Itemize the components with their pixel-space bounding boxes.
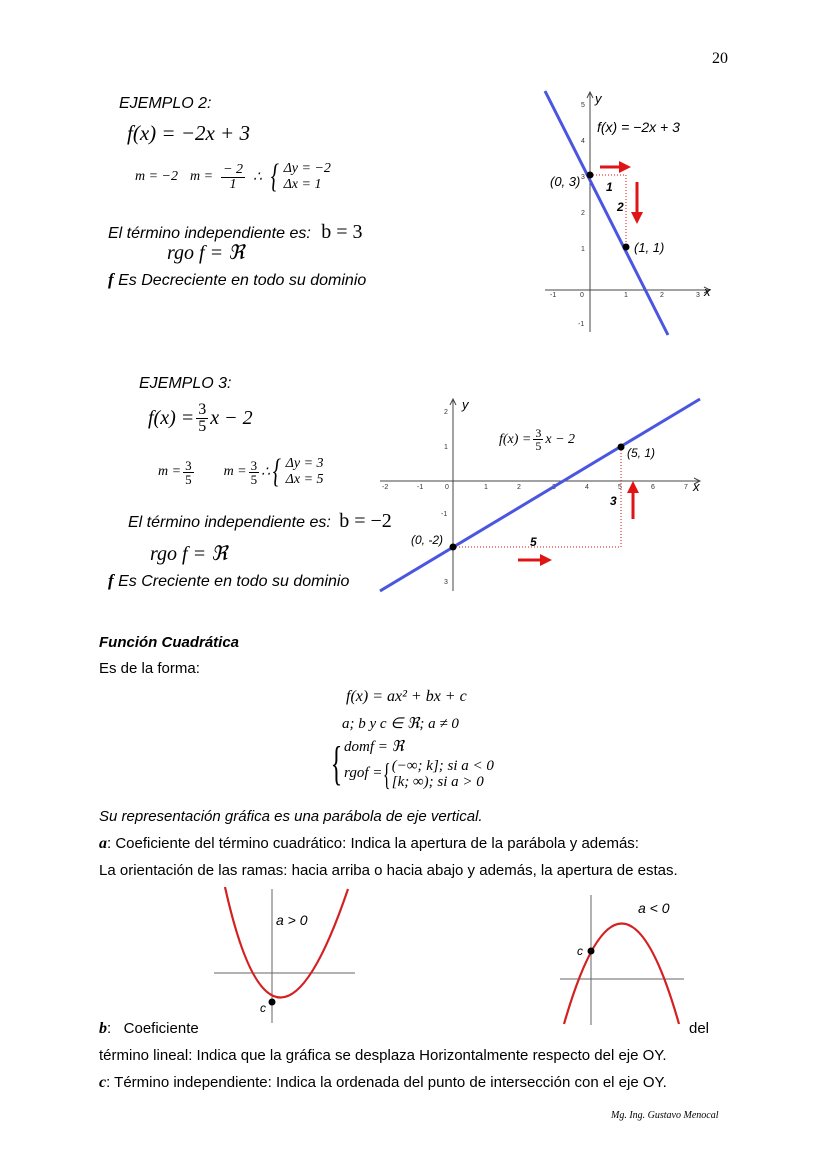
parabola-down bbox=[564, 924, 679, 1025]
domain: domf = ℜ bbox=[344, 739, 404, 755]
graph-function-label: f(x) = −2x + 3 bbox=[597, 119, 680, 135]
example-2-slope bbox=[135, 160, 331, 194]
slope-equals: m = bbox=[158, 464, 182, 479]
delta-system: { Δy = −2 Δx = 1 bbox=[270, 158, 331, 195]
quadratic-form-label: Es de la forma: bbox=[99, 660, 200, 677]
c-letter: c bbox=[99, 1074, 107, 1091]
point-0-neg2-label: (0, -2) bbox=[411, 533, 444, 547]
b-letter: b bbox=[99, 1020, 107, 1037]
example-2-graph bbox=[540, 85, 720, 340]
graph-fraction-numerator: 3 bbox=[535, 426, 542, 440]
slope-value: m = −2 bbox=[135, 169, 179, 184]
graph-function-rhs: x − 2 bbox=[545, 431, 576, 447]
run-label: 5 bbox=[530, 535, 537, 549]
parabola-positive-graph bbox=[212, 887, 357, 1025]
slope-numerator: − 2 bbox=[223, 161, 244, 177]
b-description-continued: término lineal: Indica que la gráfica se desplaza Horizontalmente respecto del eje OY. bbox=[99, 1047, 667, 1064]
function-fraction bbox=[196, 402, 208, 435]
y-tick: 2 bbox=[581, 210, 585, 217]
slope-fraction bbox=[183, 459, 194, 486]
f-letter: f bbox=[108, 270, 114, 289]
x-tick: 7 bbox=[684, 484, 688, 491]
y-tick: 4 bbox=[581, 138, 585, 145]
delta-y: Δy = 3 bbox=[285, 455, 324, 471]
function-rhs: x − 2 bbox=[210, 407, 253, 429]
slope-equals-2: m = bbox=[223, 464, 247, 479]
example-2-title: EJEMPLO 2: bbox=[119, 95, 212, 112]
example-2-function: f(x) = −2x + 3 bbox=[127, 121, 250, 145]
slope-equals: m = bbox=[190, 169, 214, 184]
x-axis-label: x bbox=[693, 479, 700, 494]
b-coefficient-text bbox=[99, 1020, 199, 1038]
x-tick: -2 bbox=[382, 484, 389, 491]
a-positive-label: a > 0 bbox=[276, 912, 308, 928]
y-tick: 2 bbox=[444, 409, 448, 416]
parabola-up bbox=[225, 887, 348, 998]
y-axis-label: y bbox=[462, 397, 469, 412]
page-number: 20 bbox=[712, 50, 728, 67]
b-description-end: del bbox=[689, 1020, 710, 1037]
x-axis-label: x bbox=[704, 284, 711, 299]
a-orientation-text: La orientación de las ramas: hacia arriba o hacia abajo y además, la apertura de estas. bbox=[99, 862, 678, 879]
x-tick: 0 bbox=[445, 484, 449, 491]
slope-denominator: 5 bbox=[185, 471, 192, 487]
x-tick: 1 bbox=[484, 484, 488, 491]
y-tick: 1 bbox=[444, 444, 448, 451]
delta-x: Δx = 5 bbox=[285, 472, 324, 487]
y-tick: 5 bbox=[581, 102, 585, 109]
y-tick: 1 bbox=[581, 246, 585, 253]
example-3-intercept bbox=[128, 510, 392, 533]
range-lhs: rgof = bbox=[344, 765, 383, 782]
c-point bbox=[269, 999, 276, 1006]
slope-fraction bbox=[221, 163, 245, 192]
range-case-negative: (−∞; k]; si a < 0 bbox=[391, 757, 494, 774]
fraction-numerator: 3 bbox=[198, 401, 207, 418]
range-case-positive: [k; ∞); si a > 0 bbox=[391, 774, 484, 790]
x-tick: 0 bbox=[580, 292, 584, 299]
rise-label: 3 bbox=[610, 494, 617, 508]
graph-fraction-denominator: 5 bbox=[535, 439, 542, 453]
quadratic-heading: Función Cuadrática bbox=[99, 634, 240, 651]
therefore-symbol: ∴ bbox=[261, 464, 271, 480]
delta-y: Δy = −2 bbox=[283, 160, 331, 176]
quadratic-domain-range: { domf = ℜ rgof = { (−∞; k]; si a < 0 [k; ∞); si a > 0 bbox=[330, 737, 494, 792]
graph-function-label bbox=[499, 427, 575, 452]
f-letter: f bbox=[108, 571, 114, 590]
y-tick: 3 bbox=[581, 174, 585, 181]
point-5-1 bbox=[618, 444, 625, 451]
intercept-value: b = −2 bbox=[339, 510, 392, 532]
representation-text: Su representación gráfica es una parábola de eje vertical. bbox=[99, 808, 483, 825]
slope-fraction-2 bbox=[249, 459, 260, 486]
y-tick: -1 bbox=[441, 511, 448, 518]
footer-author: Mg. Ing. Gustavo Menocal bbox=[611, 1110, 719, 1121]
a-description: : Coeficiente del término cuadrático: Indica la apertura de la parábola y además: bbox=[107, 835, 639, 852]
b-description-start: : Coeficiente bbox=[107, 1020, 199, 1037]
c-description: : Término independiente: Indica la ordenada del punto de intersección con el eje OY. bbox=[106, 1074, 667, 1091]
x-tick: -1 bbox=[417, 484, 424, 491]
example-3-description bbox=[108, 571, 349, 591]
example-3-function bbox=[148, 402, 253, 435]
quadratic-conditions: a; b y c ∈ ℜ; a ≠ 0 bbox=[342, 716, 459, 732]
example-3-title: EJEMPLO 3: bbox=[139, 375, 232, 392]
x-tick: -1 bbox=[550, 292, 557, 299]
slope-denominator-2: 5 bbox=[250, 471, 258, 487]
c-label: c bbox=[577, 944, 583, 958]
x-tick: 5 bbox=[618, 484, 622, 491]
y-axis-label: y bbox=[595, 91, 602, 106]
fraction-denominator: 5 bbox=[198, 418, 207, 435]
quadratic-formula: f(x) = ax² + bx + c bbox=[346, 688, 467, 705]
point-0-neg2 bbox=[450, 544, 457, 551]
description-text: Es Decreciente en todo su dominio bbox=[118, 272, 367, 289]
a-letter: a bbox=[99, 835, 107, 852]
rise-label: 2 bbox=[617, 200, 624, 214]
x-tick: 2 bbox=[660, 292, 664, 299]
graph-function-fraction bbox=[533, 427, 543, 452]
point-5-1-label: (5, 1) bbox=[627, 446, 656, 460]
slope-denominator: 1 bbox=[229, 176, 237, 192]
slope-numerator-2: 3 bbox=[250, 457, 258, 473]
therefore-symbol: ∴ bbox=[253, 169, 262, 185]
point-1-1-label: (1, 1) bbox=[634, 240, 665, 255]
slope-numerator: 3 bbox=[185, 457, 192, 473]
c-label: c bbox=[260, 1001, 266, 1015]
x-tick: 6 bbox=[651, 484, 655, 491]
x-tick: 3 bbox=[696, 292, 700, 299]
delta-system: { Δy = 3 Δx = 5 bbox=[272, 453, 324, 490]
c-point bbox=[588, 948, 595, 955]
description-text: Es Creciente en todo su dominio bbox=[118, 573, 350, 590]
x-tick: 4 bbox=[585, 484, 589, 491]
function-lhs: f(x) = bbox=[148, 407, 195, 429]
a-coefficient-text bbox=[99, 835, 639, 853]
a-negative-label: a < 0 bbox=[638, 900, 670, 916]
y-tick: -1 bbox=[578, 321, 585, 328]
point-0-3 bbox=[587, 172, 594, 179]
intercept-label: El término independiente es: bbox=[108, 225, 311, 242]
x-tick: 2 bbox=[517, 484, 521, 491]
example-3-graph bbox=[378, 395, 708, 595]
delta-x: Δx = 1 bbox=[283, 177, 322, 192]
example-3-range: rgo f = ℜ bbox=[150, 543, 228, 565]
graph-function-lhs: f(x) = bbox=[499, 431, 532, 447]
point-1-1 bbox=[623, 244, 630, 251]
x-tick: 1 bbox=[624, 292, 628, 299]
example-2-description bbox=[108, 270, 366, 290]
point-0-3-label: (0, 3) bbox=[550, 174, 581, 189]
parabola-negative-graph bbox=[558, 893, 686, 1027]
c-coefficient-text bbox=[99, 1074, 667, 1092]
example-2-range: rgo f = ℜ bbox=[167, 242, 245, 264]
example-3-slope bbox=[158, 455, 324, 489]
run-label: 1 bbox=[606, 180, 613, 194]
intercept-value: b = 3 bbox=[321, 221, 363, 243]
y-tick: 3 bbox=[444, 579, 448, 586]
intercept-label: El término independiente es: bbox=[128, 514, 331, 531]
